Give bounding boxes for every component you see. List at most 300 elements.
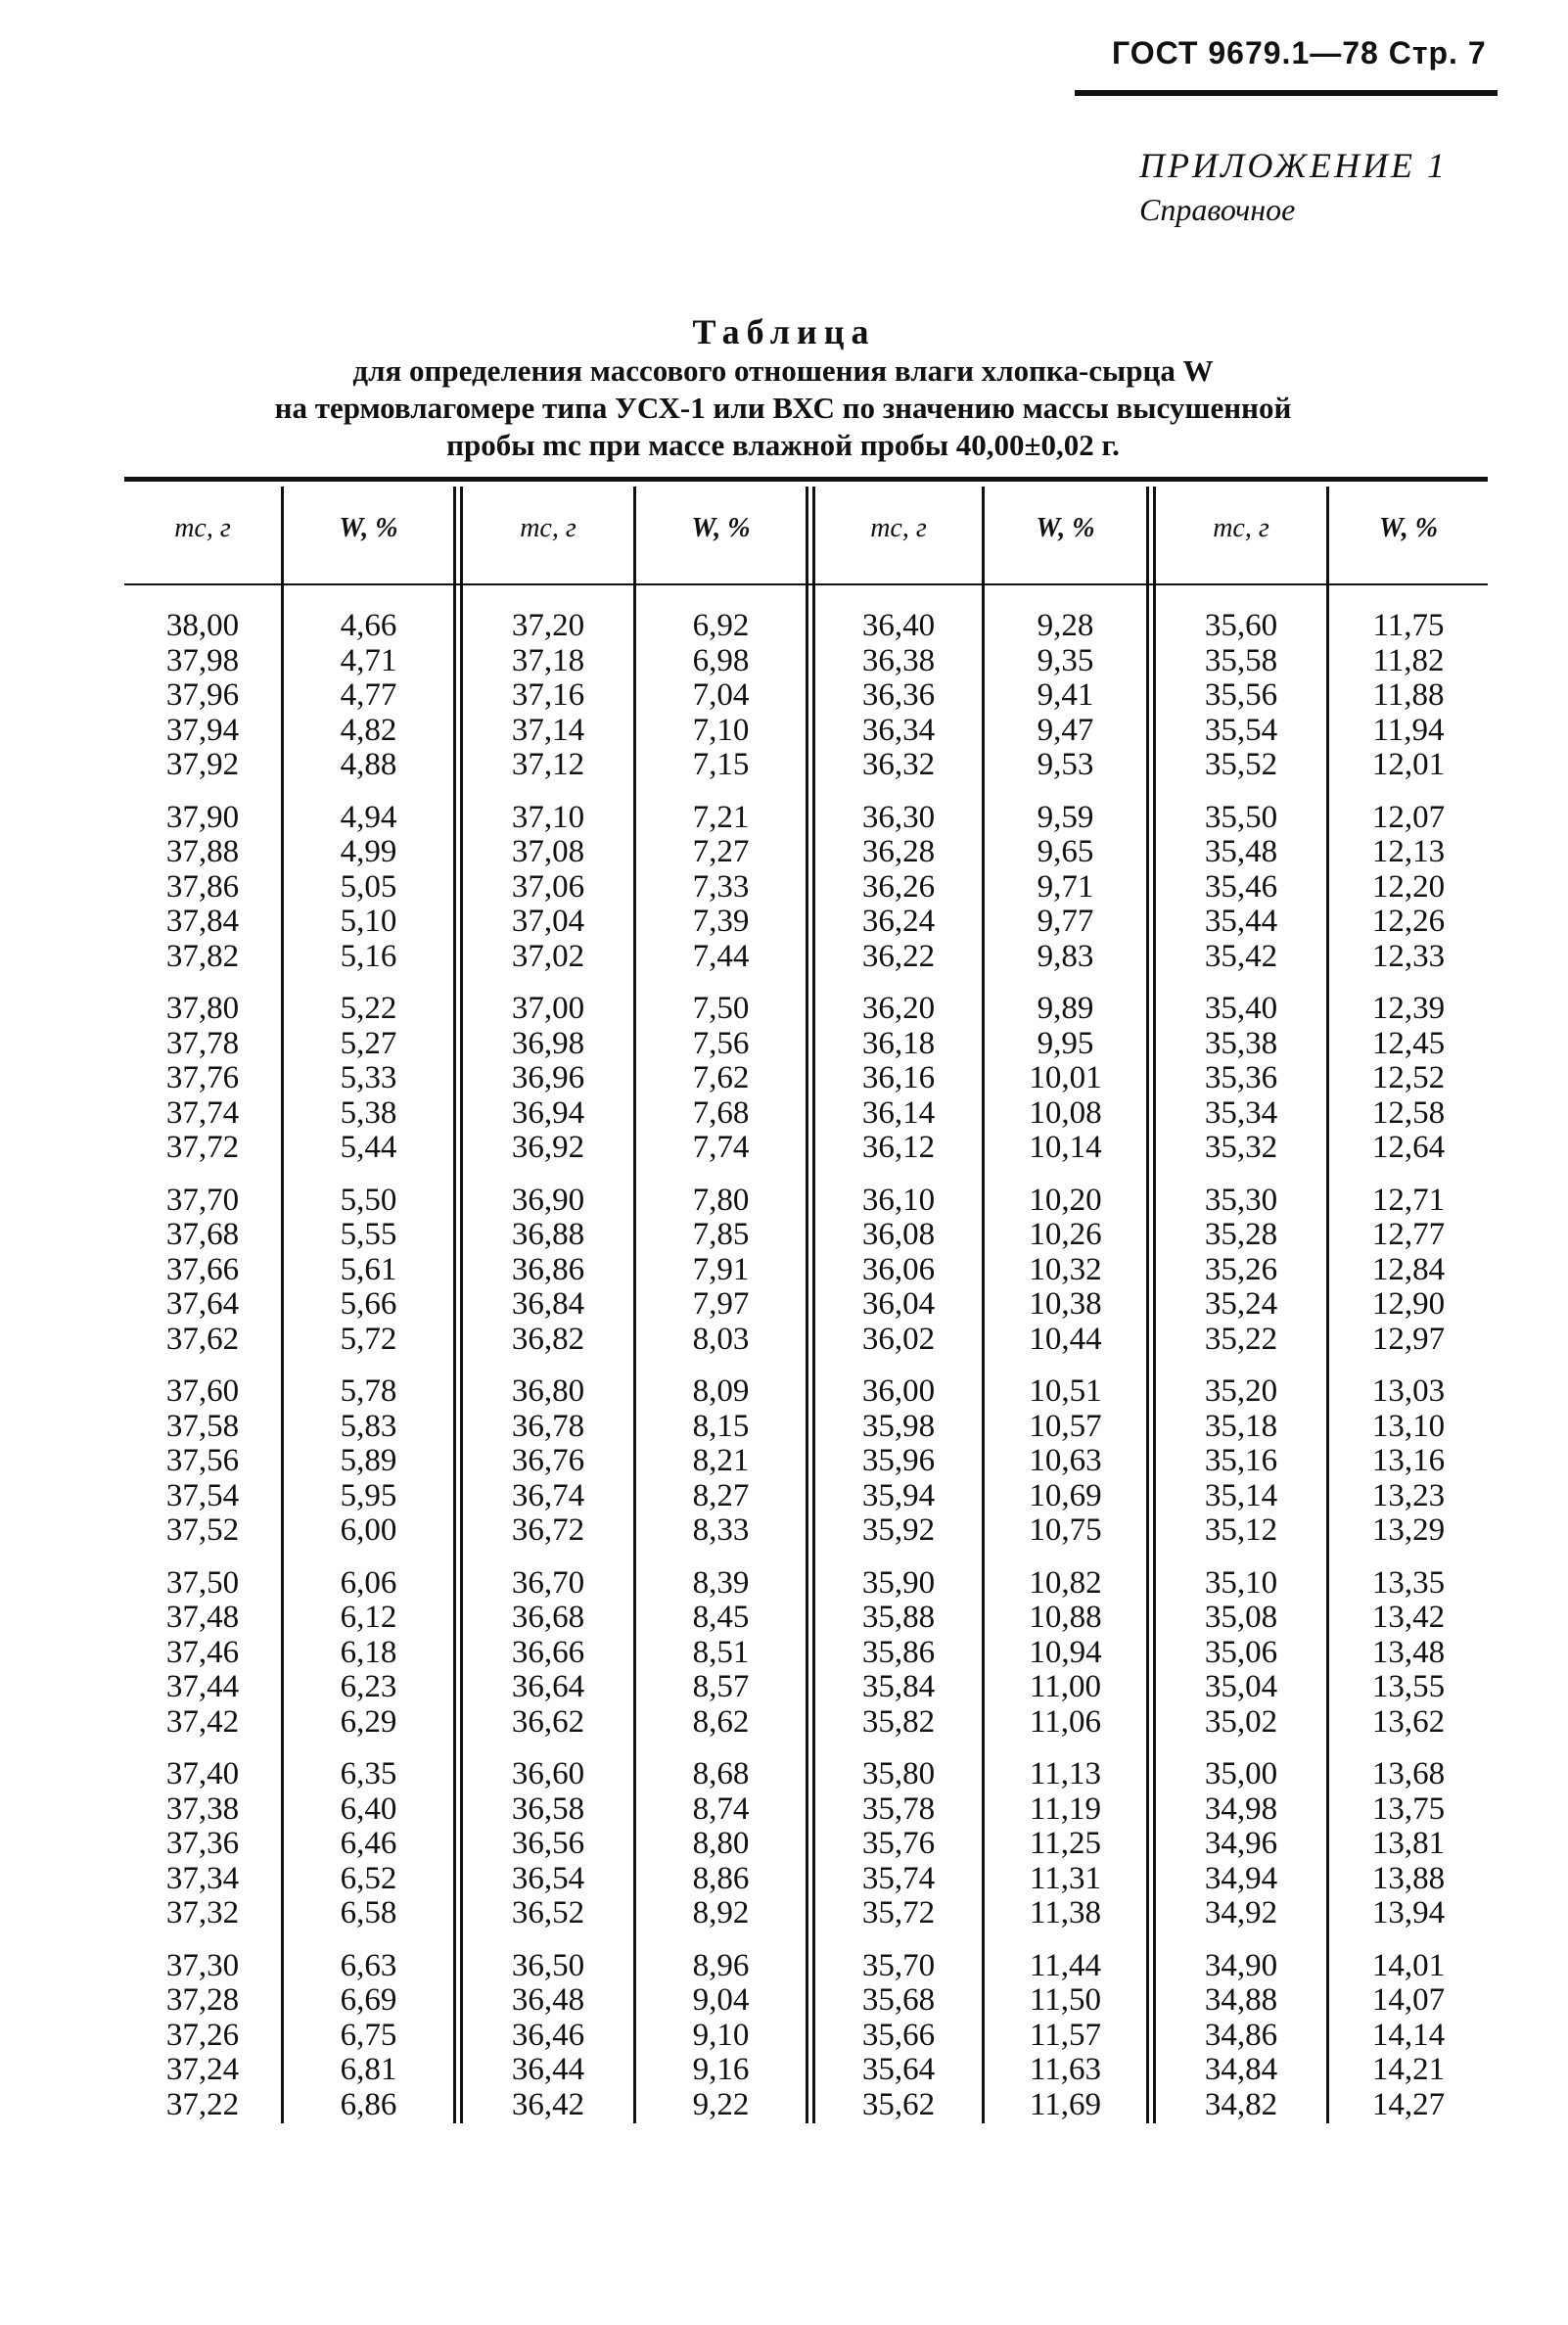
table-cell: 35,66 (861, 2017, 936, 2053)
table-cell: 12,52 (1371, 1060, 1446, 1095)
table-cell: 37,82 (165, 938, 240, 974)
table-cell: 37,68 (165, 1217, 240, 1252)
header-rule (1075, 90, 1498, 96)
table-cell: 35,20 (1204, 1373, 1278, 1409)
table-cell: 37,98 (165, 642, 240, 678)
table-cell: 10,14 (1029, 1130, 1102, 1165)
table-cell: 34,92 (1204, 1895, 1278, 1930)
row-group (636, 1566, 806, 1741)
table-cell: 36,48 (511, 1982, 585, 2018)
table-cell: 5,83 (340, 1408, 397, 1444)
table-cell: 6,75 (340, 2017, 397, 2053)
table-cell: 9,22 (692, 2086, 750, 2122)
table-cell: 6,35 (340, 1756, 397, 1791)
table-caption (147, 352, 1419, 464)
table-cell: 36,08 (861, 1217, 936, 1252)
table-cell: 5,66 (340, 1286, 397, 1322)
row-group (985, 1949, 1146, 2123)
table-cell: 8,68 (692, 1756, 750, 1791)
row-group (985, 1184, 1146, 1358)
row-group (815, 992, 982, 1166)
row-group (985, 1374, 1146, 1549)
table-cell: 37,86 (165, 868, 240, 905)
table-cell: 35,60 (1204, 608, 1278, 643)
header-moisture-3: W, % (1036, 513, 1095, 543)
table-cell: 36,52 (511, 1895, 585, 1930)
table-cell: 35,38 (1204, 1025, 1278, 1061)
table-cell: 7,39 (692, 904, 750, 939)
table-cell: 9,35 (1037, 642, 1094, 678)
table-cell: 10,75 (1029, 1512, 1102, 1548)
row-group (815, 1184, 982, 1358)
table-cell: 7,21 (692, 799, 750, 835)
table-cell: 6,06 (340, 1564, 397, 1601)
table-cell: 8,27 (692, 1477, 750, 1513)
table-cell: 36,84 (511, 1286, 585, 1322)
table-cell: 37,50 (165, 1564, 240, 1601)
table-cell: 11,44 (1029, 1947, 1102, 1983)
table-cell: 10,88 (1029, 1600, 1102, 1635)
table-cell: 35,52 (1204, 747, 1278, 782)
table-cell: 36,20 (861, 991, 936, 1026)
table-cell: 37,94 (165, 712, 240, 748)
row-group (124, 801, 281, 975)
table-cell: 37,58 (165, 1408, 240, 1444)
table-cell: 37,54 (165, 1477, 240, 1513)
table-cell: 37,92 (165, 747, 240, 782)
row-group (1329, 1566, 1488, 1741)
table-cell: 35,04 (1204, 1669, 1278, 1704)
row-group (463, 1949, 633, 2123)
row-group (284, 992, 453, 1166)
table-cell: 37,00 (511, 991, 585, 1026)
table-cell: 11,06 (1029, 1703, 1102, 1740)
row-group (636, 801, 806, 975)
table-cell: 37,36 (165, 1826, 240, 1861)
table-cell: 37,16 (511, 677, 585, 713)
table-cell: 11,69 (1029, 2086, 1102, 2122)
row-group (284, 1757, 453, 1931)
table-cell: 8,80 (692, 1826, 750, 1861)
row-group (985, 801, 1146, 975)
table-cell: 5,44 (340, 1130, 397, 1165)
table-cell: 12,20 (1371, 868, 1446, 905)
appendix-subtitle: Справочное (1139, 192, 1296, 227)
table-cell: 36,82 (511, 1321, 585, 1357)
row-group (815, 609, 982, 783)
row-group (1156, 992, 1326, 1166)
table-cell: 13,29 (1371, 1512, 1446, 1548)
table-cell: 13,88 (1371, 1860, 1446, 1896)
table-cell: 35,68 (861, 1982, 936, 2018)
table-cell: 35,12 (1204, 1512, 1278, 1548)
table-cell: 6,81 (340, 2052, 397, 2087)
column-moisture-3 (985, 609, 1146, 2122)
header-mass-1: mс, г (174, 513, 231, 543)
table-cell: 14,01 (1371, 1947, 1446, 1983)
table-cell: 37,74 (165, 1094, 240, 1131)
table-cell: 9,83 (1037, 938, 1094, 974)
table-cell: 37,66 (165, 1251, 240, 1287)
table-cell: 35,30 (1204, 1182, 1278, 1218)
row-group (815, 1566, 982, 1741)
header-moisture-2: W, % (691, 513, 751, 543)
table-cell: 34,90 (1204, 1947, 1278, 1983)
row-group (1156, 1374, 1326, 1549)
table-cell: 6,52 (340, 1860, 397, 1896)
table-cell: 13,55 (1371, 1669, 1446, 1704)
table-cell: 10,08 (1029, 1094, 1102, 1131)
table-cell: 37,70 (165, 1182, 240, 1218)
table-cell: 10,01 (1029, 1060, 1102, 1095)
row-group (284, 1949, 453, 2123)
table-cell: 35,22 (1204, 1321, 1278, 1357)
table-cell: 37,88 (165, 834, 240, 869)
row-group (1329, 1374, 1488, 1549)
table-cell: 6,18 (340, 1634, 397, 1670)
table-cell: 14,14 (1371, 2017, 1446, 2053)
table-cell: 35,72 (861, 1895, 936, 1930)
table-cell: 36,02 (861, 1321, 936, 1357)
table-cell: 11,88 (1372, 677, 1445, 713)
row-group (124, 1566, 281, 1741)
table-cell: 36,10 (861, 1182, 936, 1218)
table-cell: 34,86 (1204, 2017, 1278, 2053)
table-cell: 35,88 (861, 1600, 936, 1635)
table-cell: 5,16 (340, 938, 397, 974)
table-cell: 34,96 (1204, 1826, 1278, 1861)
table-cell: 35,40 (1204, 991, 1278, 1026)
row-group (1329, 1757, 1488, 1931)
table-cell: 36,24 (861, 904, 936, 939)
row-group (124, 609, 281, 783)
table-cell: 6,58 (340, 1895, 397, 1930)
table-cell: 8,09 (692, 1373, 750, 1409)
table-cell: 5,78 (340, 1373, 397, 1409)
row-group (1156, 609, 1326, 783)
table-cell: 10,82 (1029, 1564, 1102, 1601)
table-cell: 37,14 (511, 712, 585, 748)
table-cell: 11,82 (1372, 642, 1445, 678)
table-cell: 6,46 (340, 1826, 397, 1861)
row-group (284, 801, 453, 975)
table-cell: 35,74 (861, 1860, 936, 1896)
table-cell: 11,57 (1029, 2017, 1102, 2053)
table-cell: 36,38 (861, 642, 936, 678)
table-cell: 35,16 (1204, 1443, 1278, 1478)
table-cell: 14,21 (1371, 2052, 1446, 2087)
table-cell: 35,80 (861, 1756, 936, 1791)
table-cell: 35,14 (1204, 1477, 1278, 1513)
table-cell: 37,72 (165, 1130, 240, 1165)
table-cell: 14,07 (1371, 1982, 1446, 2018)
table-cell: 36,74 (511, 1477, 585, 1513)
table-cell: 12,77 (1371, 1217, 1446, 1252)
table-cell: 5,38 (340, 1094, 397, 1131)
table-cell: 37,30 (165, 1947, 240, 1983)
table-cell: 37,80 (165, 991, 240, 1026)
table-cell: 36,98 (511, 1025, 585, 1061)
table-cell: 6,69 (340, 1982, 397, 2018)
table-cell: 9,53 (1037, 747, 1094, 782)
table-cell: 12,26 (1371, 904, 1446, 939)
row-group (463, 992, 633, 1166)
table-cell: 8,86 (692, 1860, 750, 1896)
table-cell: 35,78 (861, 1790, 936, 1827)
table-cell: 8,96 (692, 1947, 750, 1983)
table-cell: 35,86 (861, 1634, 936, 1670)
table-cell: 12,84 (1371, 1251, 1446, 1287)
row-group (463, 1184, 633, 1358)
table-cell: 7,04 (692, 677, 750, 713)
row-group (636, 609, 806, 783)
table-cell: 35,36 (1204, 1060, 1278, 1095)
table-cell: 13,81 (1371, 1826, 1446, 1861)
row-group (985, 609, 1146, 783)
table-cell: 36,58 (511, 1790, 585, 1827)
table-cell: 37,22 (165, 2086, 240, 2122)
table-cell: 36,60 (511, 1756, 585, 1791)
table-cell: 37,56 (165, 1443, 240, 1478)
row-group (985, 992, 1146, 1166)
table-cell: 11,94 (1372, 712, 1445, 748)
table-cell: 35,62 (861, 2086, 936, 2122)
table-cell: 5,61 (340, 1251, 397, 1287)
table-cell: 6,92 (692, 608, 750, 643)
table-cell: 38,00 (165, 608, 240, 643)
table-cell: 35,34 (1204, 1094, 1278, 1131)
appendix-title: ПРИЛОЖЕНИЕ 1 (1139, 146, 1448, 185)
table-cell: 37,60 (165, 1373, 240, 1409)
table-cell: 36,04 (861, 1286, 936, 1322)
table-cell: 7,15 (692, 747, 750, 782)
table-cell: 11,50 (1029, 1982, 1102, 2018)
table-cell: 11,63 (1029, 2052, 1102, 2087)
row-group (815, 1949, 982, 2123)
row-group (636, 1184, 806, 1358)
table-cell: 35,02 (1204, 1703, 1278, 1740)
table-cell: 8,45 (692, 1600, 750, 1635)
table-cell: 10,57 (1029, 1408, 1102, 1444)
table-cell: 6,12 (340, 1600, 397, 1635)
table-cell: 4,82 (340, 712, 397, 748)
table-cell: 8,03 (692, 1321, 750, 1357)
table-cell: 6,23 (340, 1669, 397, 1704)
row-group (463, 1374, 633, 1549)
table-cell: 13,35 (1371, 1564, 1446, 1601)
table-cell: 9,28 (1037, 608, 1094, 643)
table-cell: 6,63 (340, 1947, 397, 1983)
table-cell: 37,96 (165, 677, 240, 713)
table-cell: 37,52 (165, 1512, 240, 1548)
table-cell: 5,55 (340, 1217, 397, 1252)
column-moisture-1 (284, 609, 453, 2122)
table-cell: 7,68 (692, 1094, 750, 1131)
table-cell: 8,74 (692, 1790, 750, 1827)
table-cell: 35,50 (1204, 799, 1278, 835)
table-cell: 35,84 (861, 1669, 936, 1704)
header-moisture-4: W, % (1378, 513, 1439, 543)
table-cell: 7,27 (692, 834, 750, 869)
table-cell: 9,65 (1037, 834, 1094, 869)
caption-line: на термовлагомере типа УСХ-1 или ВХС по значению массы высушенной (274, 391, 1292, 425)
table-cell: 37,40 (165, 1756, 240, 1791)
table-cell: 34,98 (1204, 1790, 1278, 1827)
table-cell: 37,48 (165, 1600, 240, 1635)
table-cell: 5,33 (340, 1060, 397, 1095)
table-cell: 36,72 (511, 1512, 585, 1548)
table-cell: 5,50 (340, 1182, 397, 1218)
table-cell: 12,71 (1371, 1182, 1446, 1218)
row-group (636, 1757, 806, 1931)
table-cell: 36,22 (861, 938, 936, 974)
table-cell: 13,75 (1371, 1790, 1446, 1827)
row-group (1329, 801, 1488, 975)
table-cell: 35,90 (861, 1564, 936, 1601)
table-cell: 34,94 (1204, 1860, 1278, 1896)
table-cell: 35,92 (861, 1512, 936, 1548)
table-cell: 12,90 (1371, 1286, 1446, 1322)
table-cell: 36,92 (511, 1130, 585, 1165)
table-cell: 9,47 (1037, 712, 1094, 748)
table-cell: 37,46 (165, 1634, 240, 1670)
table-cell: 34,82 (1204, 2086, 1278, 2122)
table-cell: 37,64 (165, 1286, 240, 1322)
table-cell: 13,16 (1371, 1443, 1446, 1478)
table-cell: 37,76 (165, 1060, 240, 1095)
table-cell: 14,27 (1371, 2086, 1446, 2122)
table-cell: 36,26 (861, 868, 936, 905)
row-group (636, 1374, 806, 1549)
table-title: Таблица (692, 312, 876, 351)
table-cell: 8,51 (692, 1634, 750, 1670)
table-cell: 8,33 (692, 1512, 750, 1548)
table-cell: 13,62 (1371, 1703, 1446, 1740)
row-group (1329, 992, 1488, 1166)
table-cell: 36,64 (511, 1669, 585, 1704)
column-mass-2 (463, 609, 633, 2122)
row-group (1329, 1949, 1488, 2123)
table-cell: 8,92 (692, 1895, 750, 1930)
table-cell: 10,69 (1029, 1477, 1102, 1513)
table-cell: 35,64 (861, 2052, 936, 2087)
table-cell: 37,04 (511, 904, 585, 939)
table-cell: 12,13 (1371, 834, 1446, 869)
table-cell: 35,06 (1204, 1634, 1278, 1670)
header-mass-4: mс, г (1213, 513, 1269, 543)
table-cell: 37,42 (165, 1703, 240, 1740)
table-cell: 5,05 (340, 868, 397, 905)
table-cell: 35,76 (861, 1826, 936, 1861)
table-cell: 7,74 (692, 1130, 750, 1165)
table-cell: 9,95 (1037, 1025, 1094, 1061)
table-cell: 35,10 (1204, 1564, 1278, 1601)
table-cell: 6,29 (340, 1703, 397, 1740)
table-cell: 8,21 (692, 1443, 750, 1478)
table-cell: 12,58 (1371, 1094, 1446, 1131)
row-group (124, 992, 281, 1166)
table-cell: 35,96 (861, 1443, 936, 1478)
table-cell: 35,58 (1204, 642, 1278, 678)
row-group (636, 1949, 806, 2123)
table-cell: 11,13 (1029, 1756, 1102, 1791)
row-group (1156, 1184, 1326, 1358)
row-group (463, 1757, 633, 1931)
table-cell: 36,86 (511, 1251, 585, 1287)
table-cell: 13,48 (1371, 1634, 1446, 1670)
table-cell: 7,91 (692, 1251, 750, 1287)
table-cell: 35,54 (1204, 712, 1278, 748)
table-cell: 5,27 (340, 1025, 397, 1061)
table-cell: 11,31 (1029, 1860, 1102, 1896)
table-cell: 4,99 (340, 834, 397, 869)
caption-line: пробы mс при массе влажной пробы 40,00±0,02 г. (446, 428, 1120, 462)
row-group (1156, 1949, 1326, 2123)
table-cell: 7,50 (692, 991, 750, 1026)
table-cell: 9,10 (692, 2017, 750, 2053)
table-cell: 4,66 (340, 608, 397, 643)
table-cell: 36,50 (511, 1947, 585, 1983)
table-cell: 4,77 (340, 677, 397, 713)
table-cell: 5,10 (340, 904, 397, 939)
table-cell: 37,24 (165, 2052, 240, 2087)
table-cell: 36,94 (511, 1094, 585, 1131)
table-cell: 36,00 (861, 1373, 936, 1409)
row-group (1329, 609, 1488, 783)
header-mass-3: mс, г (870, 513, 927, 543)
table-cell: 36,16 (861, 1060, 936, 1095)
table-cell: 13,42 (1371, 1600, 1446, 1635)
table-cell: 9,41 (1037, 677, 1094, 713)
table-cell: 7,33 (692, 868, 750, 905)
table-cell: 35,46 (1204, 868, 1278, 905)
document-code-header: ГОСТ 9679.1—78 Стр. 7 (1112, 35, 1487, 70)
table-cell: 7,85 (692, 1217, 750, 1252)
table-cell: 35,82 (861, 1703, 936, 1740)
table-cell: 36,70 (511, 1564, 585, 1601)
table-cell: 9,59 (1037, 799, 1094, 835)
row-group (284, 1374, 453, 1549)
column-moisture-2 (636, 609, 806, 2122)
table-cell: 37,08 (511, 834, 585, 869)
table-cell: 36,90 (511, 1182, 585, 1218)
column-divider-double (453, 487, 463, 2123)
table-cell: 36,14 (861, 1094, 936, 1131)
row-group (124, 1374, 281, 1549)
table-cell: 36,36 (861, 677, 936, 713)
table-cell: 12,64 (1371, 1130, 1446, 1165)
table-cell: 37,44 (165, 1669, 240, 1704)
column-mass-4 (1156, 609, 1326, 2122)
row-group (1156, 1566, 1326, 1741)
table-cell: 35,32 (1204, 1130, 1278, 1165)
table-cell: 9,04 (692, 1982, 750, 2018)
table-cell: 36,66 (511, 1634, 585, 1670)
row-group (1156, 801, 1326, 975)
column-mass-3 (815, 609, 982, 2122)
table-cell: 11,00 (1029, 1669, 1102, 1704)
table-cell: 13,68 (1371, 1756, 1446, 1791)
row-group (124, 1949, 281, 2123)
row-group (463, 1566, 633, 1741)
table-cell: 37,02 (511, 938, 585, 974)
table-cell: 5,95 (340, 1477, 397, 1513)
table-cell: 10,44 (1029, 1321, 1102, 1357)
table-cell: 35,70 (861, 1947, 936, 1983)
table-cell: 36,46 (511, 2017, 585, 2053)
table-top-rule (124, 477, 1488, 482)
table-cell: 36,62 (511, 1703, 585, 1740)
